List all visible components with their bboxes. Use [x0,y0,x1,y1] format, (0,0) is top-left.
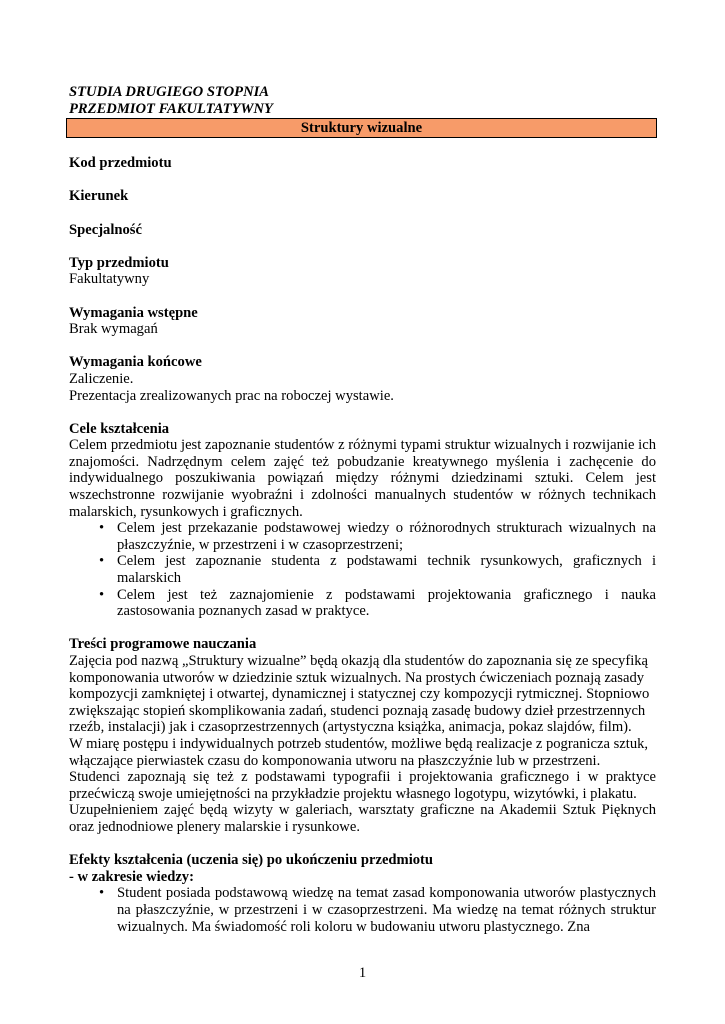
tresci-label: Treści programowe nauczania [69,636,257,653]
typ-label: Typ przedmiotu [69,254,169,271]
tresci-paragraph-3: Studenci zapoznają się też z podstawami typografii i projektowania graficznego i w praktyce przećwiczą swoje umiejętności na przykładzie projektu własnego logotypu, wizytówki, i plakatu. [69,769,656,802]
course-type-heading: PRZEDMIOT FAKULTATYWNY [69,100,273,117]
kod-section [69,155,656,172]
cele-paragraph: Celem przedmiotu jest zapoznanie studentów z różnymi typami struktur wizualnych i rozwijanie ich znajomości. Nadrzędnym celem zajęć też pobudzanie kreatywnego myślenia i zachęcenie do indywidualnego poszukiwania powiązań między różnymi dziedzinami sztuki. Celem jest wszechstronne rozwijanie wyobraźni i zdolności manualnych studentów w różnych technikach malarskich, rysunkowych i graficznych. [69,437,656,520]
tresci-section [69,636,656,835]
course-title-banner: Struktury wizualne [66,118,657,138]
cele-section [69,421,656,620]
efekty-section [69,852,656,935]
list-item: • Celem jest przekazanie podstawowej wiedzy o różnorodnych strukturach wizualnych na płaszczyźnie, w przestrzeni i w czasoprzestrzeni; [117,520,656,553]
efekty-bullet-list [69,885,656,935]
tresci-paragraph-2: W miarę postępu i indywidualnych potrzeb studentów, możliwe będą realizacje z pogranicza sztuk, włączające pierwiastek czasu do komponowania utworu na płaszczyźnie lub w przestrzeni. [69,735,649,769]
efekty-label: Efekty kształcenia (uczenia się) po ukończeniu przedmiotu [69,852,434,869]
specjalnosc-label: Specjalność [69,221,142,238]
wymagania-wstepne-section [69,305,656,338]
list-item: • Celem jest też zaznajomienie z podstawami projektowania graficznego i nauka zastosowania poznanych zasad w praktyce. [117,587,656,620]
page-number: 1 [358,965,367,981]
list-item: • Student posiada podstawową wiedzę na temat zasad komponowania utworów plastycznych na płaszczyźnie, w przestrzeni i w czasoprzestrzeni. Ma wiedzę na temat różnych struktur wizualnych. Ma świadomość roli koloru w budowaniu utworu plastycznego. Zna [117,885,656,935]
typ-value: Fakultatywny [69,271,150,288]
document-body [69,84,656,935]
specjalnosc-section [69,222,656,239]
wymagania-wstepne-value: Brak wymagań [69,321,158,338]
cele-bullet-list [69,520,656,620]
wymagania-koncowe-label: Wymagania końcowe [69,354,202,371]
tresci-paragraph-4: Uzupełnieniem zajęć będą wizyty w galeriach, warsztaty graficzne na Akademii Sztuk Pięknych oraz jednodniowe plenery malarskie i rysunkowe. [69,802,656,835]
wymagania-wstepne-label: Wymagania wstępne [69,304,198,321]
kod-label: Kod przedmiotu [69,155,172,172]
list-item: • Celem jest zapoznanie studenta z podstawami technik rysunkowych, graficznych i malarskich [117,553,656,586]
kierunek-label: Kierunek [69,188,129,205]
typ-section [69,255,656,288]
kierunek-section [69,188,656,205]
wymagania-koncowe-section [69,354,656,404]
wymagania-koncowe-value-2: Prezentacja zrealizowanych prac na roboczej wystawie. [69,387,394,404]
wymagania-koncowe-value-1: Zaliczenie. [69,370,134,387]
study-level-heading: STUDIA DRUGIEGO STOPNIA [69,84,270,100]
tresci-paragraph-1: Zajęcia pod nazwą „Struktury wizualne” będą okazją dla studentów do zapoznania się ze specyfiką komponowania utworów w dziedzinie sztuk wizualnych. Na prostych ćwiczeniach poznają zasady kompozycji zamkniętej i otwartej, dynamicznej i statycznej czy kompozycji rytmicznej. Stopniowo zwiększając stopień skomplikowania zadań, studenci poznają zasadę budowy dzieł przestrzennych rzeźb, instalacji) jak i czasoprzestrzennych (artystyczna książka, animacja, pokaz slajdów, film). [69,653,650,736]
cele-label: Cele kształcenia [69,420,170,437]
efekty-sublabel: - w zakresie wiedzy: [69,868,194,885]
